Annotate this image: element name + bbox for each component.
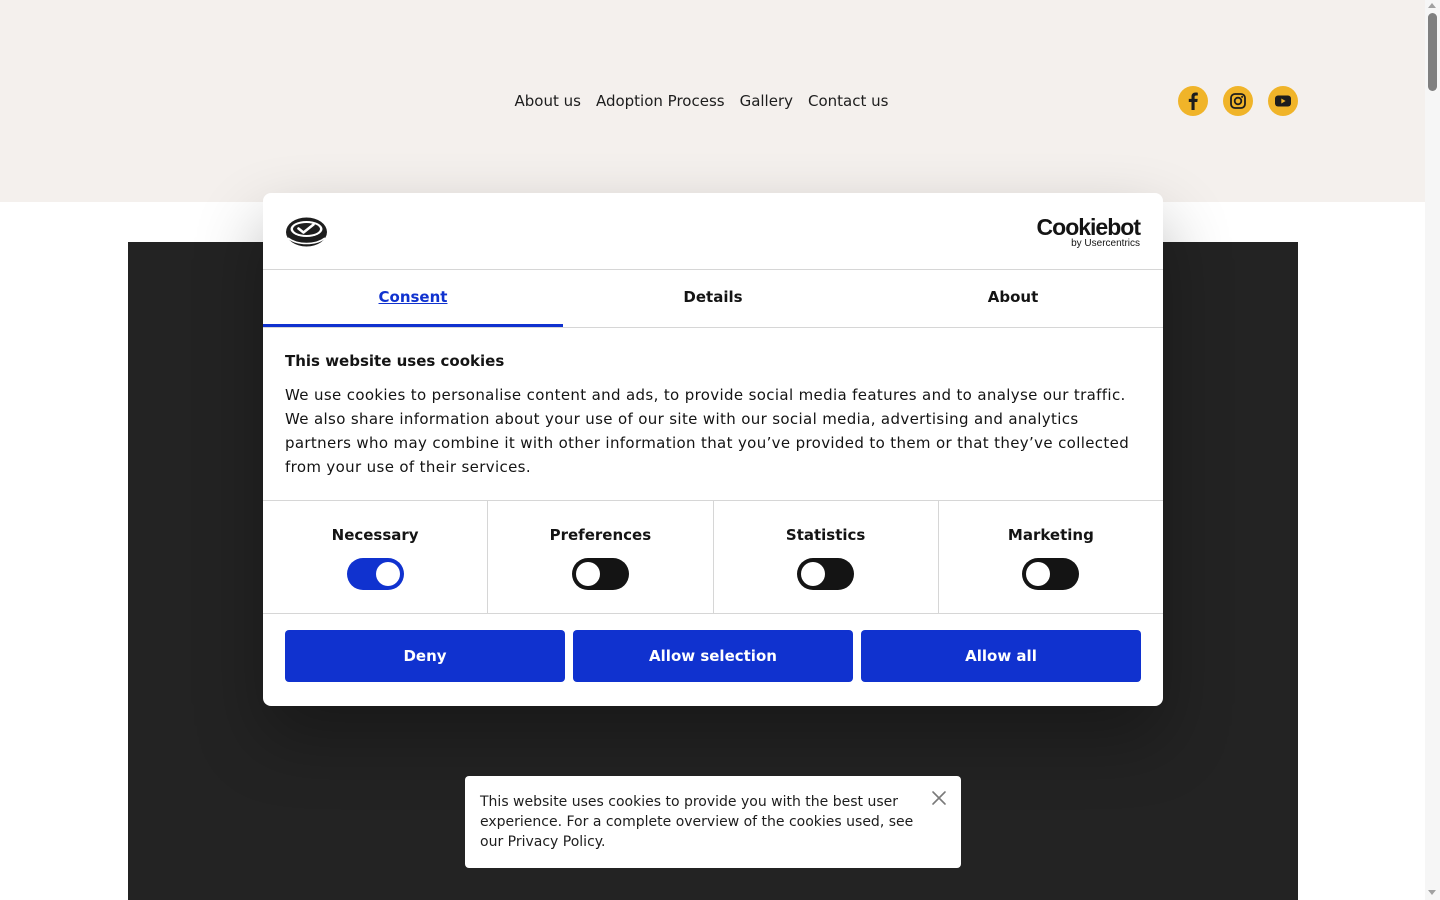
nav-link-adoption-process[interactable]: Adoption Process (595, 92, 725, 110)
category-necessary (263, 501, 488, 613)
deny-button[interactable]: Deny (285, 630, 565, 682)
facebook-link[interactable] (1178, 86, 1208, 116)
nav-link-gallery[interactable]: Gallery (739, 92, 794, 110)
dialog-title: This website uses cookies (285, 352, 505, 370)
tab-about[interactable]: About (987, 288, 1039, 306)
tab-consent[interactable]: Consent (263, 270, 563, 327)
category-label: Necessary (331, 526, 419, 544)
cookiebot-subtitle: by Usercentrics (1071, 238, 1140, 249)
cookie-categories (263, 501, 1163, 614)
toggle-knob (376, 562, 400, 586)
statistics-toggle[interactable] (797, 558, 854, 590)
cookie-consent-dialog (263, 193, 1163, 706)
dialog-body (263, 328, 1163, 501)
instagram-icon (1229, 92, 1247, 110)
allow-selection-button[interactable]: Allow selection (573, 630, 853, 682)
dialog-header (263, 193, 1163, 270)
facebook-icon (1187, 92, 1199, 110)
scroll-up-arrow-icon[interactable] (1428, 3, 1436, 8)
category-label: Statistics (785, 526, 866, 544)
toggle-knob (1026, 562, 1050, 586)
tab-details[interactable]: Details (683, 288, 743, 306)
instagram-link[interactable] (1223, 86, 1253, 116)
preferences-toggle[interactable] (572, 558, 629, 590)
necessary-toggle[interactable] (347, 558, 404, 590)
category-marketing (939, 501, 1163, 613)
toggle-knob (801, 562, 825, 586)
cookiebot-logo[interactable] (1037, 215, 1140, 249)
social-links (1178, 86, 1298, 116)
cookie-notice (465, 776, 961, 868)
site-header (0, 0, 1425, 202)
notice-text: This website uses cookies to provide you with the best user experience. For a complete overview of the cookies used, see our Privacy Policy. (480, 794, 914, 850)
site-logo-icon (285, 216, 328, 251)
close-icon[interactable] (931, 790, 947, 806)
category-label: Marketing (1007, 526, 1094, 544)
scrollbar[interactable] (1425, 0, 1440, 900)
category-label: Preferences (549, 526, 652, 544)
scrollbar-thumb[interactable] (1428, 13, 1437, 91)
category-statistics (714, 501, 939, 613)
nav-link-about-us[interactable]: About us (514, 92, 581, 110)
dialog-tabs (263, 270, 1163, 328)
main-nav (507, 91, 896, 111)
cookiebot-wordmark: Cookiebot (1036, 214, 1140, 240)
youtube-icon (1274, 94, 1292, 108)
toggle-knob (576, 562, 600, 586)
dialog-actions (263, 614, 1163, 682)
nav-link-contact-us[interactable]: Contact us (808, 92, 889, 110)
youtube-link[interactable] (1268, 86, 1298, 116)
dialog-description: We use cookies to personalise content and ads, to provide social media features and to analyse our traffic. We also share information about your use of our site with our social media, advertising and analytics partners who may combine it with other information that you’ve provided to them or that they’ve collected from your use of their services. (285, 386, 1130, 476)
category-preferences (488, 501, 713, 613)
marketing-toggle[interactable] (1022, 558, 1079, 590)
allow-all-button[interactable]: Allow all (861, 630, 1141, 682)
scroll-down-arrow-icon[interactable] (1428, 890, 1436, 895)
